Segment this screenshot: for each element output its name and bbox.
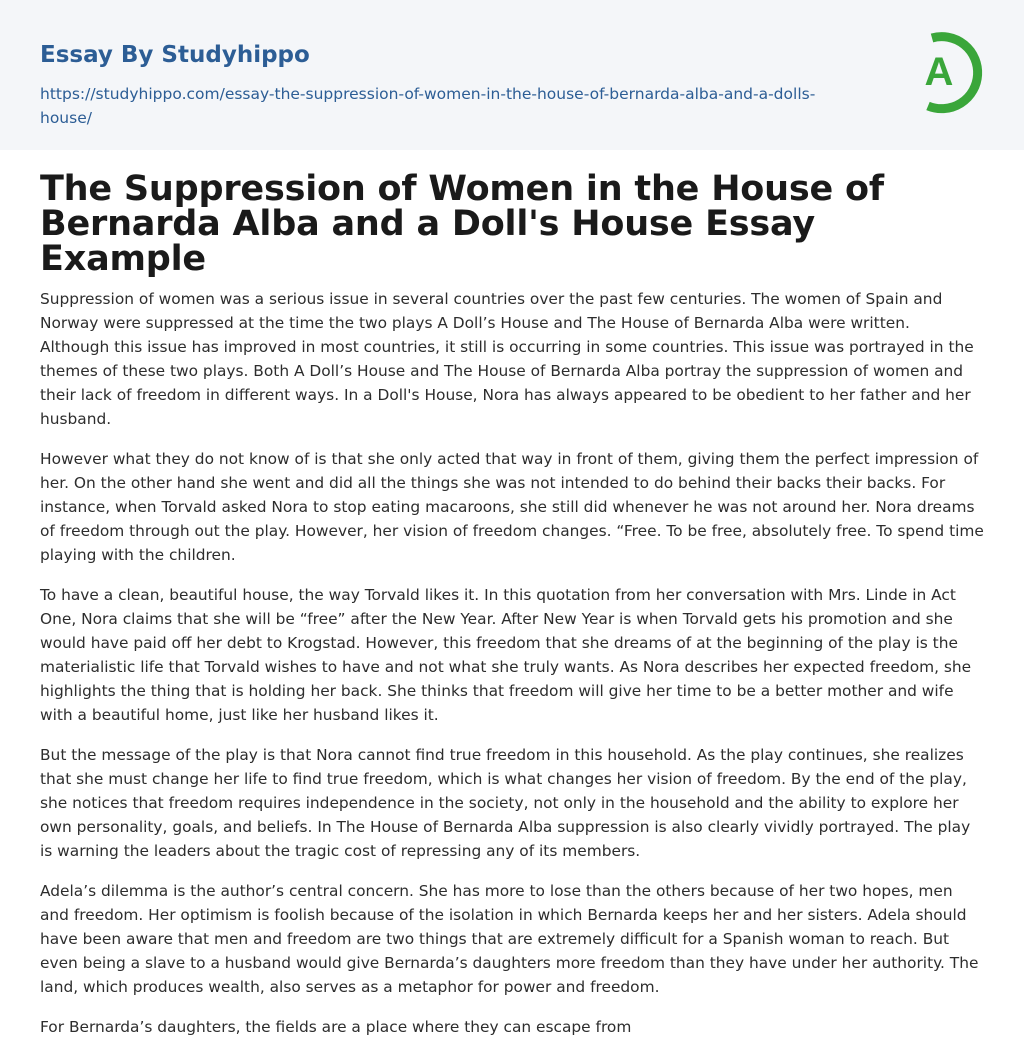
essay-paragraph: However what they do not know of is that she only acted that way in front of them, giving them the perfect impression of her. On the other hand she went and did all the things she was not intended to do behind their backs their backs. For instance, when Torvald asked Nora to stop eating macaroons, she still did whenever he was not around her. Nora dreams of freedom through out the play. However, her vision of freedom changes. “Free. To be free, absolutely free. To spend time playing with the children. [40, 450, 984, 564]
studyhippo-logo-icon[interactable] [908, 28, 988, 118]
essay-paragraph: Suppression of women was a serious issue in several countries over the past few centuries. The women of Spain and Norway were suppressed at the time the two plays A Doll’s House and The House of Bernarda Alba were written. Although this issue has improved in most countries, it still is occurring in some countries. This issue was portrayed in the themes of these two plays. Both A Doll’s House and The House of Bernarda Alba portray the suppression of women and their lack of freedom in different ways. In a Doll's House, Nora has always appeared to be obedient to her father and her husband. [40, 290, 974, 428]
essay-paragraph: For Bernarda’s daughters, the fields are a place where they can escape from [40, 1018, 632, 1036]
brand-title[interactable]: Essay By Studyhippo [40, 42, 310, 68]
essay-paragraph: Adela’s dilemma is the author’s central concern. She has more to lose than the others because of her two hopes, men and freedom. Her optimism is foolish because of the isolation in which Bernarda keeps her and her sisters. Adela should have been aware that men and freedom are two things that are extremely difficult for a Spanish woman to reach. But even being a slave to a husband would give Bernarda’s daughters more freedom than they have under her authority. The land, which produces wealth, also serves as a metaphor for power and freedom. [40, 882, 979, 996]
essay-paragraph: But the message of the play is that Nora cannot find true freedom in this household. As the play continues, she realizes that she must change her life to find true freedom, which is what changes her vision of freedom. By the end of the play, she notices that freedom requires independence in the society, not only in the household and the ability to explore her own personality, goals, and beliefs. In The House of Bernarda Alba suppression is also clearly vividly portrayed. The play is warning the leaders about the tragic cost of repressing any of its members. [40, 746, 971, 860]
source-url-link[interactable]: https://studyhippo.com/essay-the-suppression-of-women-in-the-house-of-bernarda-alba-and-a-dolls-house/ [40, 85, 816, 127]
essay-paragraph: To have a clean, beautiful house, the way Torvald likes it. In this quotation from her conversation with Mrs. Linde in Act One, Nora claims that she will be “free” after the New Year. After New Year is when Torvald gets his promotion and she would have paid off her debt to Krogstad. However, this freedom that she dreams of at the beginning of the play is the materialistic life that Torvald wishes to have and not what she truly wants. As Nora describes her expected freedom, she highlights the thing that is holding her back. She thinks that freedom will give her time to be a better mother and wife with a beautiful home, just like her husband likes it. [40, 586, 972, 724]
site-header [0, 0, 1024, 150]
logo-letter: A [924, 50, 954, 94]
essay-content [0, 169, 1024, 1039]
essay-title: The Suppression of Women in the House of Bernarda Alba and a Doll's House Essay Example [40, 169, 884, 279]
